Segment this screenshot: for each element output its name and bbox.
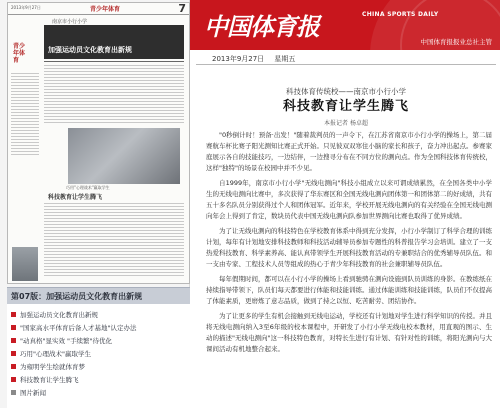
issue-nav-item[interactable] [11,334,186,347]
article [192,50,500,408]
square-bullet-icon [11,351,16,356]
issue-nav-item-label: 巧用"心理战术"赢取学生 [20,350,91,358]
thumbnail-text-block [44,65,184,127]
thumbnail-rule [44,61,184,62]
issue-nav-item[interactable] [11,321,186,334]
thumbnail-photo [12,247,38,281]
issue-nav-item[interactable] [11,347,186,360]
article-dateline [212,54,303,64]
square-bullet-icon [11,377,16,382]
thumbnail-subhead: 科技教育让学生腾飞 [48,194,103,201]
square-bullet-icon [11,325,16,330]
issue-nav-item[interactable] [11,308,186,321]
page-thumbnail[interactable] [7,2,190,284]
thumbnail-photo-caption: 巧用"心理战术"赢取学生 [66,185,110,190]
masthead-logo[interactable]: 中国体育报 [204,12,319,41]
thumbnail-photo [68,128,180,184]
thumbnail-vertical-label: 青少年体育 [13,43,26,64]
square-bullet-icon [11,312,16,317]
issue-nav-item[interactable] [11,360,186,373]
article-paragraph: 自1999年，南京市小行小学"无线电测向"科技小组成立以来可谓成绩累然，在全国各类中小学生的无线电测向比赛中，多次获得了华东赛区和全国无线电测向团体第一和团体第二的好成绩，共有五十多名队员分别获得过个人和团体冠军。近年来，学校开展无线电测向的有关经验在全国无线电测向年会上得到了肯定，数块员代表中国无线电测向队参加世界测向比赛也取得了优异成绩。 [206,179,492,220]
masthead-tagline: 中国体育报报业总社主管 [420,38,492,46]
issue-nav-item-label: 科技教育让学生腾飞 [20,376,79,384]
issue-nav-item-label: "国家高水平体育后备人才基地"认定办法 [20,324,137,332]
thumbnail-page-number: 7 [178,2,186,15]
issue-nav-item-label: 为雍明学生绘就体育梦 [20,363,85,371]
article-kicker: 科技体育传统校——南京市小行小学 [286,87,406,96]
issue-nav-header: 第07版：加强运动员文化教育出新规 [7,287,190,304]
article-divider [196,64,496,65]
article-paragraph: 每年假期时间，都可以在小行小学的操场上看到驰骋在测向设施到队员训练的身影。在教练纸在持续指导带领下，队员们每天都要进行体能和技能训练。通过体能训练和技能训练，队员们不仅提高了体能素质，更磨炼了意志品质，做到了持之以恒、吃苦耐劳、团结协作。 [206,275,492,305]
left-panel [0,0,190,408]
issue-nav [7,287,190,408]
thumbnail-headline: 加强运动员文化教育出新规 [48,46,132,54]
issue-nav-item-label: 图片新闻 [20,389,46,397]
issue-nav-item[interactable] [11,386,186,399]
issue-nav-item-label: "动真格"显实效 "手续繁"待优化 [20,337,113,345]
thumbnail-text-block [44,203,184,281]
article-body [206,130,492,359]
thumbnail-section: 青少年体育 [90,6,121,13]
thumbnail-side-column [11,73,39,253]
article-weekday: 星期五 [274,55,296,63]
thumbnail-kicker: 南京市小行小学 [52,19,88,25]
article-date: 2013年9月27日 [212,55,265,63]
article-byline: 本报记者 杨卓超 [324,120,368,127]
article-title: 科技教育让学生腾飞 [282,99,409,114]
thumbnail-date: 2013年9月27日 [11,5,41,10]
article-paragraph: "0秒倒计时！预备·出发！"随着裁判员的一声令下，在江苏省南京市小行小学的操场上，第二届赛航车杯比赛子阳光测知比赛正式开始。只见彼双双寒住小脑的家长和孩子，奋力冲出起点。参赛家庭展示各自的技能技巧，一边结伴，一边搜寻分布在不同方位的测向点。作为全国科技体育传统校，这样"独特"的场景在校园中并不少见。 [206,131,492,172]
issue-nav-item[interactable] [11,373,186,386]
article-paragraph: 为了让无线电测向的科技特色在学校教育体系中得到充分发挥，小行小学制订了科学合理的训练计划，每年有计划地安排科技教师和科技活动辅导员参加专题性的科普报告学习会培训。建立了一支热爱科技教育、科学素养高、能认真带领学生开展科技教育活动的专兼职结合的优秀辅导员队伍。和一支由专家、工程技术人员等组成的热心于青少年科技教育的社会兼职辅导员队伍。 [206,227,492,268]
article-paragraph: 为了让更多的学生有机会接触到无线电运动，学校还有计划地对学生进行科学知识的传授。并且将无线电测向纳入3至6年级的校本课程中，开研发了小行小学无线电校本教材，用直观的图示、生动的描述"无线电测向"这一科技特色教育，对特长生进行有计划、有针对性的训练，将阳光测向与大课间活动有机地整合起来。 [206,312,492,353]
masthead [190,0,500,50]
issue-nav-list [7,304,190,399]
masthead-english-name: CHINA SPORTS DAILY [362,11,439,18]
square-bullet-icon [11,364,16,369]
thumbnail-header-bar [8,3,189,15]
square-bullet-icon [11,390,16,395]
issue-nav-item-label: 加强运动员文化教育出新规 [20,311,98,319]
square-bullet-icon [11,338,16,343]
